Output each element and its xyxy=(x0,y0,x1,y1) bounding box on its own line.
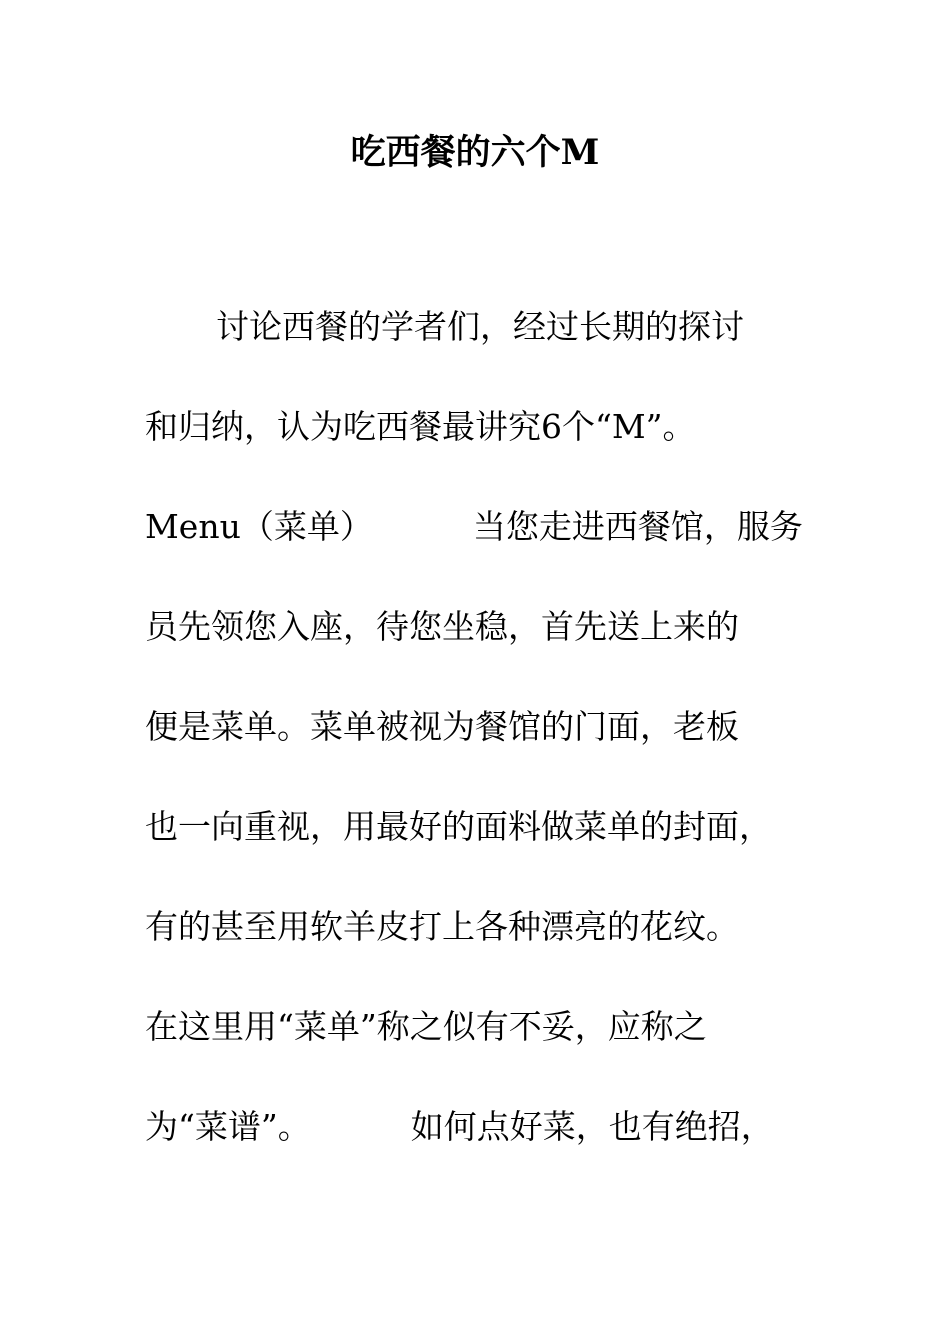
paragraph-line: 和归纳，认为吃西餐最讲究6个“M”。 xyxy=(145,407,696,446)
paragraph-line: 讨论西餐的学者们，经过长期的探讨 xyxy=(216,307,744,346)
section-heading-menu: Menu（菜单） xyxy=(145,507,373,546)
paragraph-line xyxy=(145,504,803,550)
paragraph-text: 如何点好菜，也有绝招， xyxy=(410,1107,774,1146)
paragraph-line: 便是菜单。菜单被视为餐馆的门面，老板 xyxy=(145,707,739,746)
paragraph-line: 在这里用“菜单”称之似有不妥，应称之 xyxy=(145,1007,707,1046)
paragraph-text: 当您走进西餐馆，服务 xyxy=(472,507,803,546)
paragraph-text: 为“菜谱”。 xyxy=(145,1107,311,1146)
document-title: 吃西餐的六个M xyxy=(350,132,600,173)
paragraph-line xyxy=(145,1104,774,1150)
paragraph-line: 有的甚至用软羊皮打上各种漂亮的花纹。 xyxy=(145,907,739,946)
paragraph-line: 也一向重视，用最好的面料做菜单的封面， xyxy=(145,807,772,846)
paragraph-line: 员先领您入座，待您坐稳，首先送上来的 xyxy=(145,607,739,646)
